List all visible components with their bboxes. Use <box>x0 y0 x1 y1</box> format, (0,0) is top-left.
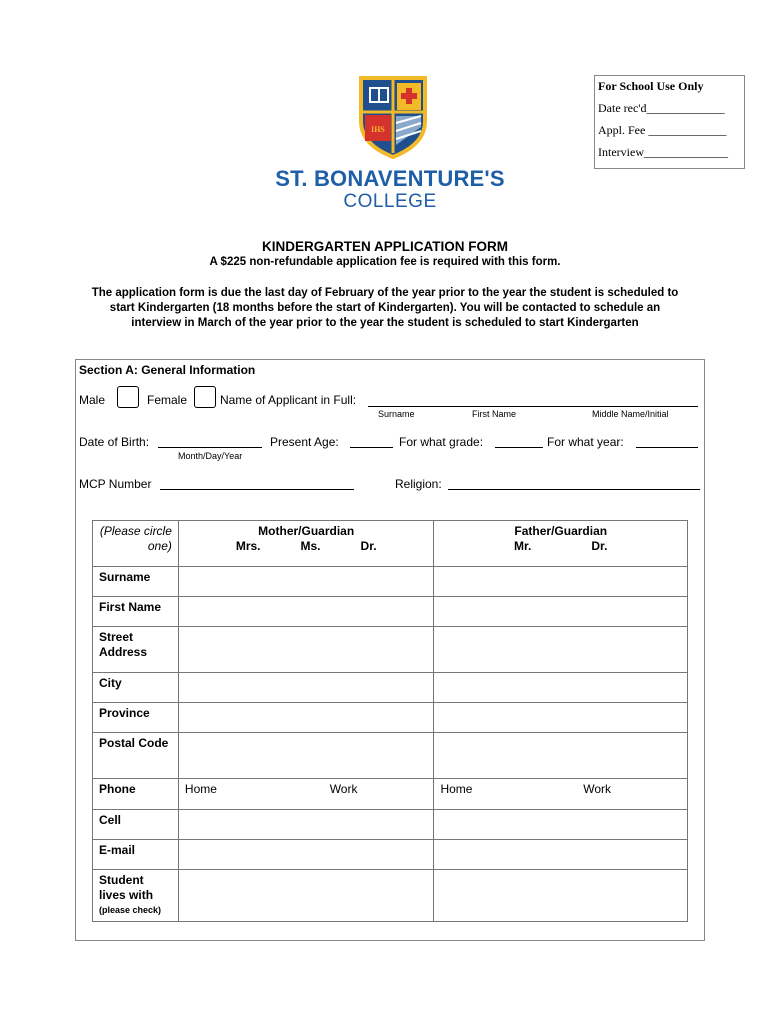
father-cell-phone-cell[interactable] <box>434 810 688 840</box>
father-header-cell <box>434 521 688 567</box>
grade-label: For what grade: <box>399 435 484 449</box>
mother-surname-cell[interactable] <box>178 567 434 597</box>
table-row <box>93 870 688 922</box>
table-row <box>93 627 688 673</box>
father-phone-work-label: Work <box>583 782 611 796</box>
grade-line[interactable] <box>495 447 543 448</box>
school-crest-icon <box>358 75 428 159</box>
father-city-cell[interactable] <box>434 673 688 703</box>
father-first-name-cell[interactable] <box>434 597 688 627</box>
male-checkbox[interactable] <box>117 386 139 408</box>
mother-phone-cell[interactable] <box>178 779 434 810</box>
title-option-dr-father[interactable]: Dr. <box>591 539 608 553</box>
table-row <box>93 779 688 810</box>
school-use-title: For School Use Only <box>598 79 704 93</box>
first-name-hint: First Name <box>472 409 517 419</box>
table-row <box>93 673 688 703</box>
school-use-box <box>594 75 745 169</box>
father-address-cell[interactable] <box>434 627 688 673</box>
row-label-email: E-mail <box>93 840 179 870</box>
title-option-ms[interactable]: Ms. <box>300 539 321 553</box>
father-surname-cell[interactable] <box>434 567 688 597</box>
row-label-phone: Phone <box>93 779 179 810</box>
date-received-field: Date rec'd_____________ <box>598 101 725 115</box>
row-label-postal-code: Postal Code <box>93 733 179 779</box>
college-subtitle: COLLEGE <box>343 191 437 212</box>
female-checkbox[interactable] <box>194 386 216 408</box>
dob-label: Date of Birth: <box>79 435 150 449</box>
present-age-line[interactable] <box>350 447 393 448</box>
applicant-name-line[interactable] <box>368 406 698 407</box>
religion-line[interactable] <box>448 489 700 490</box>
please-circle-cell <box>93 521 179 567</box>
form-title: KINDERGARTEN APPLICATION FORM <box>262 239 508 254</box>
row-label-first-name: First Name <box>93 597 179 627</box>
mother-city-cell[interactable] <box>178 673 434 703</box>
due-date-paragraph: The application form is due the last day of February of the year prior to the year the student is scheduled to start Kindergarten (18 months before the start of Kindergarten). You will be contacted to schedule an interview in March of the year prior to the year the student is scheduled to start Kindergarten <box>91 287 679 329</box>
table-row <box>93 733 688 779</box>
mother-address-cell[interactable] <box>178 627 434 673</box>
please-check-note: (please check) <box>99 905 162 915</box>
mother-province-cell[interactable] <box>178 703 434 733</box>
mother-lives-with-cell[interactable] <box>178 870 434 922</box>
father-province-cell[interactable] <box>434 703 688 733</box>
table-header-row <box>93 521 688 567</box>
mother-phone-home-label: Home <box>184 782 217 796</box>
row-label-province: Province <box>93 703 179 733</box>
present-age-label: Present Age: <box>270 435 339 449</box>
male-label: Male <box>79 393 106 407</box>
table-row <box>93 703 688 733</box>
application-fee-field: Appl. Fee _____________ <box>598 123 727 137</box>
surname-hint: Surname <box>378 409 415 419</box>
fee-notice: A $225 non-refundable application fee is required with this form. <box>209 256 561 268</box>
mother-phone-work-label: Work <box>329 782 358 796</box>
mother-cell-phone-cell[interactable] <box>178 810 434 840</box>
table-row <box>93 597 688 627</box>
table-row <box>93 567 688 597</box>
mcp-label: MCP Number <box>79 477 152 491</box>
middle-name-hint: Middle Name/Initial <box>592 409 669 419</box>
father-lives-with-cell[interactable] <box>434 870 688 922</box>
row-label-student-lives-with-cell <box>93 870 179 922</box>
table-row <box>93 840 688 870</box>
interview-field: Interview______________ <box>598 145 728 159</box>
row-label-surname: Surname <box>93 567 179 597</box>
dob-line[interactable] <box>158 447 262 448</box>
title-option-dr-mother[interactable]: Dr. <box>360 539 377 553</box>
mother-postal-cell[interactable] <box>178 733 434 779</box>
mcp-line[interactable] <box>160 489 354 490</box>
father-email-cell[interactable] <box>434 840 688 870</box>
female-label: Female <box>147 393 188 407</box>
title-option-mr[interactable]: Mr. <box>514 539 532 553</box>
parent-info-table <box>92 520 688 922</box>
row-label-city: City <box>93 673 179 703</box>
row-label-street-address: Street Address <box>93 627 179 673</box>
crest-seal-text: IHS <box>371 125 385 134</box>
applicant-name-label: Name of Applicant in Full: <box>220 393 357 407</box>
row-label-student-lives-with: Student lives with <box>99 873 154 902</box>
mother-email-cell[interactable] <box>178 840 434 870</box>
please-circle-note: (Please circle one) <box>99 524 172 553</box>
row-label-cell: Cell <box>93 810 179 840</box>
dob-hint: Month/Day/Year <box>178 451 243 461</box>
father-phone-home-label: Home <box>440 782 473 796</box>
college-name: ST. BONAVENTURE'S <box>275 166 505 191</box>
year-line[interactable] <box>636 447 698 448</box>
father-phone-cell[interactable] <box>434 779 688 810</box>
religion-label: Religion: <box>395 477 442 491</box>
father-postal-cell[interactable] <box>434 733 688 779</box>
table-row <box>93 810 688 840</box>
father-heading: Father/Guardian <box>514 524 608 538</box>
section-a-title: Section A: General Information <box>79 363 256 377</box>
mother-first-name-cell[interactable] <box>178 597 434 627</box>
title-option-mrs[interactable]: Mrs. <box>235 539 261 553</box>
year-label: For what year: <box>547 435 624 449</box>
mother-heading: Mother/Guardian <box>258 524 355 538</box>
mother-header-cell <box>178 521 434 567</box>
